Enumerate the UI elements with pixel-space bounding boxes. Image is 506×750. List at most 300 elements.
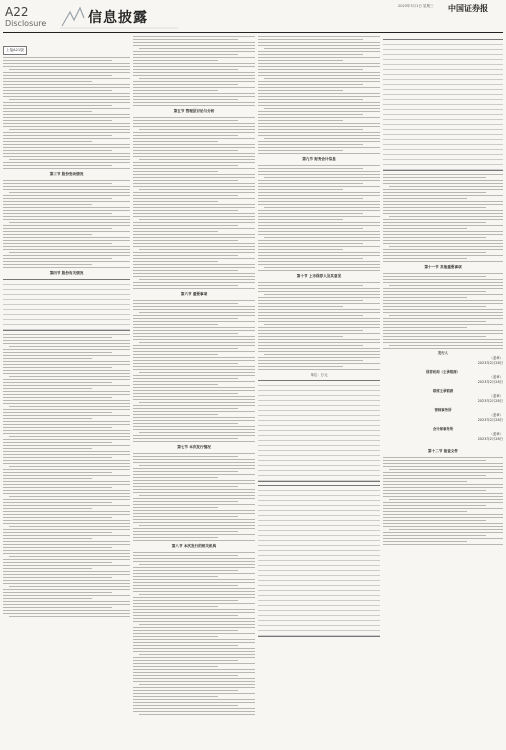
table-cell [339,611,359,615]
text-line [133,195,238,196]
text-line [133,42,255,43]
text-line [383,243,503,244]
text-line [258,213,363,214]
text-line [258,81,380,82]
text-line [133,246,255,247]
table-cell [360,436,380,440]
text-line [258,60,343,61]
text-line [133,435,255,436]
text-line [258,123,380,124]
text-line [3,442,112,443]
table-cell [383,110,443,114]
table-cell [483,145,503,149]
text-line [389,315,503,316]
table-cell [383,140,443,144]
text-line [133,657,255,658]
table-cell [258,451,319,455]
table-cell [360,441,380,445]
section-heading: 第四节 股份有关情况 [49,271,84,275]
text-line [133,708,255,709]
text-line [133,57,255,58]
text-line [258,132,380,133]
text-line [9,436,130,437]
text-line [383,517,503,518]
text-line [3,165,112,166]
text-line [9,222,130,223]
table-cell [360,576,380,580]
table-cell [443,115,463,119]
text-line [139,129,255,130]
text-line [383,544,503,545]
text-line [133,411,255,412]
text-line [3,105,112,106]
text-line [258,300,363,301]
table-cell [319,466,339,470]
text-line [3,454,130,455]
table-cell [360,491,380,495]
text-line [383,189,503,190]
text-line [3,478,92,479]
text-line [258,258,363,259]
table-cell [463,90,483,94]
text-line [133,96,255,97]
text-line [133,252,255,253]
text-line [258,231,380,232]
page-code: A22 [5,5,29,19]
text-line [258,63,380,64]
text-line [133,579,255,580]
text-line [3,403,130,404]
text-line [133,693,255,694]
table-cell [360,426,380,430]
table-cell [360,536,380,540]
section-heading: 第八节 本次发行的相关机构 [171,544,217,548]
table-cell [3,310,67,314]
text-line [383,279,503,280]
text-line [3,72,130,73]
text-line [3,370,130,371]
text-line [383,324,503,325]
table-cell [443,90,463,94]
table-cell [360,621,380,625]
text-line [3,382,112,383]
table-cell [319,416,339,420]
text-line [258,111,380,112]
text-line [133,555,238,556]
table-cell [483,75,503,79]
text-line [3,427,112,428]
table-cell [360,626,380,630]
text-line [3,508,92,509]
text-line [133,429,255,430]
text-line [133,141,218,142]
text-line [3,517,112,518]
text-line [3,520,130,521]
text-line [133,408,238,409]
text-line [258,45,380,46]
table-cell [463,140,483,144]
text-line [139,249,255,250]
column-3 [258,36,380,746]
table-cell [319,471,339,475]
text-line [3,487,112,488]
table-cell [339,476,359,480]
text-line [3,583,130,584]
text-line [133,51,255,52]
text-line [133,318,238,319]
table-row [258,476,380,481]
text-line [258,174,380,175]
text-line [258,228,363,229]
table-cell [463,115,483,119]
table-cell [463,45,483,49]
table-cell [319,626,339,630]
table-cell [319,501,339,505]
text-line [258,57,380,58]
table-cell [339,511,359,515]
table-cell [443,50,463,54]
text-line [3,126,130,127]
text-line [3,553,130,554]
table-cell [339,601,359,605]
table-cell [258,446,319,450]
table-cell [463,145,483,149]
table-cell [339,381,359,385]
text-line [383,339,503,340]
text-line [258,264,380,265]
table-cell [483,125,503,129]
text-line [3,421,130,422]
text-line [383,508,503,509]
table-cell [483,70,503,74]
text-line [3,388,92,389]
text-line [258,147,380,148]
text-line [133,588,255,589]
text-line [258,72,380,73]
text-line [3,334,130,335]
text-line [389,469,503,470]
table-cell [360,586,380,590]
text-line [133,66,255,67]
text-line [3,349,130,350]
text-line [3,523,130,524]
text-line [258,339,380,340]
text-line [264,294,380,295]
text-line [3,183,112,184]
text-line [133,582,255,583]
text-line [133,180,238,181]
text-line [133,147,255,148]
table-cell [339,416,359,420]
text-line [133,288,255,289]
text-line [9,586,130,587]
text-line [258,282,380,283]
text-line [133,687,255,688]
table-cell [88,320,109,324]
text-line [383,496,503,497]
text-line [258,165,380,166]
table-cell [339,386,359,390]
table-cell [319,541,339,545]
table-cell [258,506,319,510]
table-cell [3,285,67,289]
text-line [383,532,503,533]
text-line [258,261,380,262]
text-line [9,99,130,100]
text-line [133,606,218,607]
text-line [383,240,503,241]
text-line [133,663,255,664]
table-cell [483,110,503,114]
text-line [3,66,130,67]
text-line [133,492,255,493]
body-text [383,457,503,545]
text-line [139,714,255,715]
section-heading: 第十一节 其他重要事项 [424,265,462,269]
table-cell [109,295,130,299]
table-cell [258,441,319,445]
text-line [3,168,130,169]
text-line [133,456,238,457]
text-line [133,324,218,325]
table-cell [258,411,319,415]
table-cell [383,145,443,149]
table-cell [339,556,359,560]
table-cell [258,541,319,545]
table-cell [258,426,319,430]
text-line [3,529,130,530]
table-cell [67,305,88,309]
text-line [133,240,238,241]
text-line [258,306,343,307]
text-line [133,534,255,535]
text-line [3,153,130,154]
table-cell [360,606,380,610]
text-line [133,678,255,679]
text-line [133,270,238,271]
signature-title: 会计师事务所 [432,427,454,431]
text-line [258,129,363,130]
text-line [3,352,112,353]
text-line [258,246,380,247]
table-cell [360,526,380,530]
text-line [264,138,380,139]
signature-line: 2023年2月28日 [477,418,503,422]
text-line [133,165,238,166]
table-cell [319,556,339,560]
text-line [383,303,503,304]
table-cell [88,295,109,299]
body-text [133,300,255,442]
text-line [133,198,255,199]
table-cell [463,60,483,64]
body-text [3,334,130,617]
table-cell [319,411,339,415]
body-text [133,453,255,541]
table-cell [319,516,339,520]
text-line [3,502,112,503]
table-cell [360,581,380,585]
text-line [133,513,255,514]
table-cell [258,526,319,530]
text-line [3,249,130,250]
table-cell [483,50,503,54]
table-cell [258,556,319,560]
text-line [133,570,238,571]
text-line [133,177,255,178]
text-line [133,105,255,106]
table-cell [443,70,463,74]
body-text [3,57,130,169]
text-line [133,255,238,256]
text-line [133,420,255,421]
text-line [258,270,380,271]
text-line [383,198,467,199]
text-line [258,204,380,205]
text-line [3,108,130,109]
table-cell [360,406,380,410]
text-line [3,81,92,82]
table-cell [383,70,443,74]
text-line [3,418,92,419]
table-cell [383,150,443,154]
text-line [139,189,255,190]
text-line [3,87,130,88]
text-line [264,237,380,238]
table-cell [258,436,319,440]
body-text [258,165,380,271]
text-line [133,600,238,601]
table-cell [463,130,483,134]
table-cell [483,165,503,169]
table-cell [383,155,443,159]
text-line [133,93,255,94]
section-title: 信息披露 [88,10,148,26]
text-line [383,192,486,193]
table-cell [463,55,483,59]
table-cell [3,305,67,309]
table-cell [360,401,380,405]
text-line [133,321,255,322]
table-cell [360,556,380,560]
text-line [3,394,130,395]
text-line [139,279,255,280]
table-cell [463,100,483,104]
text-line [133,672,255,673]
table-cell [339,616,359,620]
text-line [3,156,130,157]
text-line [258,144,363,145]
table-cell [360,541,380,545]
text-line [383,255,503,256]
text-line [133,510,255,511]
text-line [133,489,255,490]
text-line [258,36,380,37]
text-line [133,162,255,163]
text-line [258,66,380,67]
text-line [3,397,112,398]
text-line [133,168,255,169]
text-line [9,466,130,467]
table-cell [463,70,483,74]
table-cell [360,486,380,490]
table-cell [443,105,463,109]
text-line [133,531,238,532]
text-line [383,342,503,343]
table-cell [383,115,443,119]
table-cell [443,45,463,49]
table-cell [258,596,319,600]
table-cell [339,501,359,505]
text-line [258,195,380,196]
table-cell [483,40,503,44]
text-line [3,63,130,64]
table-cell [339,516,359,520]
table-cell [360,631,380,635]
text-line [3,237,130,238]
table-cell [483,155,503,159]
text-line [3,604,130,605]
text-line [3,243,112,244]
text-line [383,330,503,331]
text-line [133,381,255,382]
text-line [9,192,130,193]
text-line [133,351,255,352]
table-cell [258,416,319,420]
text-line [383,475,486,476]
text-line [133,438,238,439]
table-cell [360,616,380,620]
signature-line: （盖章） [489,432,503,436]
text-line [3,114,130,115]
table-cell [360,601,380,605]
table-cell [67,300,88,304]
text-line [3,610,130,611]
text-line [133,516,238,517]
table-cell [339,566,359,570]
table-cell [3,315,67,319]
text-line [3,415,130,416]
section-heading: 第十节 上市保荐人及其意见 [296,274,342,278]
text-line [133,363,238,364]
text-line [133,396,255,397]
table-cell [319,571,339,575]
table-cell [339,506,359,510]
table-cell [319,396,339,400]
text-line [133,153,255,154]
table-cell [258,461,319,465]
table-cell [443,125,463,129]
text-line [383,219,503,220]
table-cell [360,456,380,460]
text-line [133,300,255,301]
text-line [133,348,238,349]
text-line [258,318,380,319]
text-line [383,348,503,349]
table-cell [88,290,109,294]
table-cell [319,546,339,550]
text-line [258,120,343,121]
text-line [133,72,255,73]
text-line [133,462,255,463]
text-line [9,376,130,377]
text-line [3,385,130,386]
table-cell [360,476,380,480]
table-cell [383,45,443,49]
text-line [258,114,363,115]
text-line [383,294,503,295]
text-line [139,432,255,433]
